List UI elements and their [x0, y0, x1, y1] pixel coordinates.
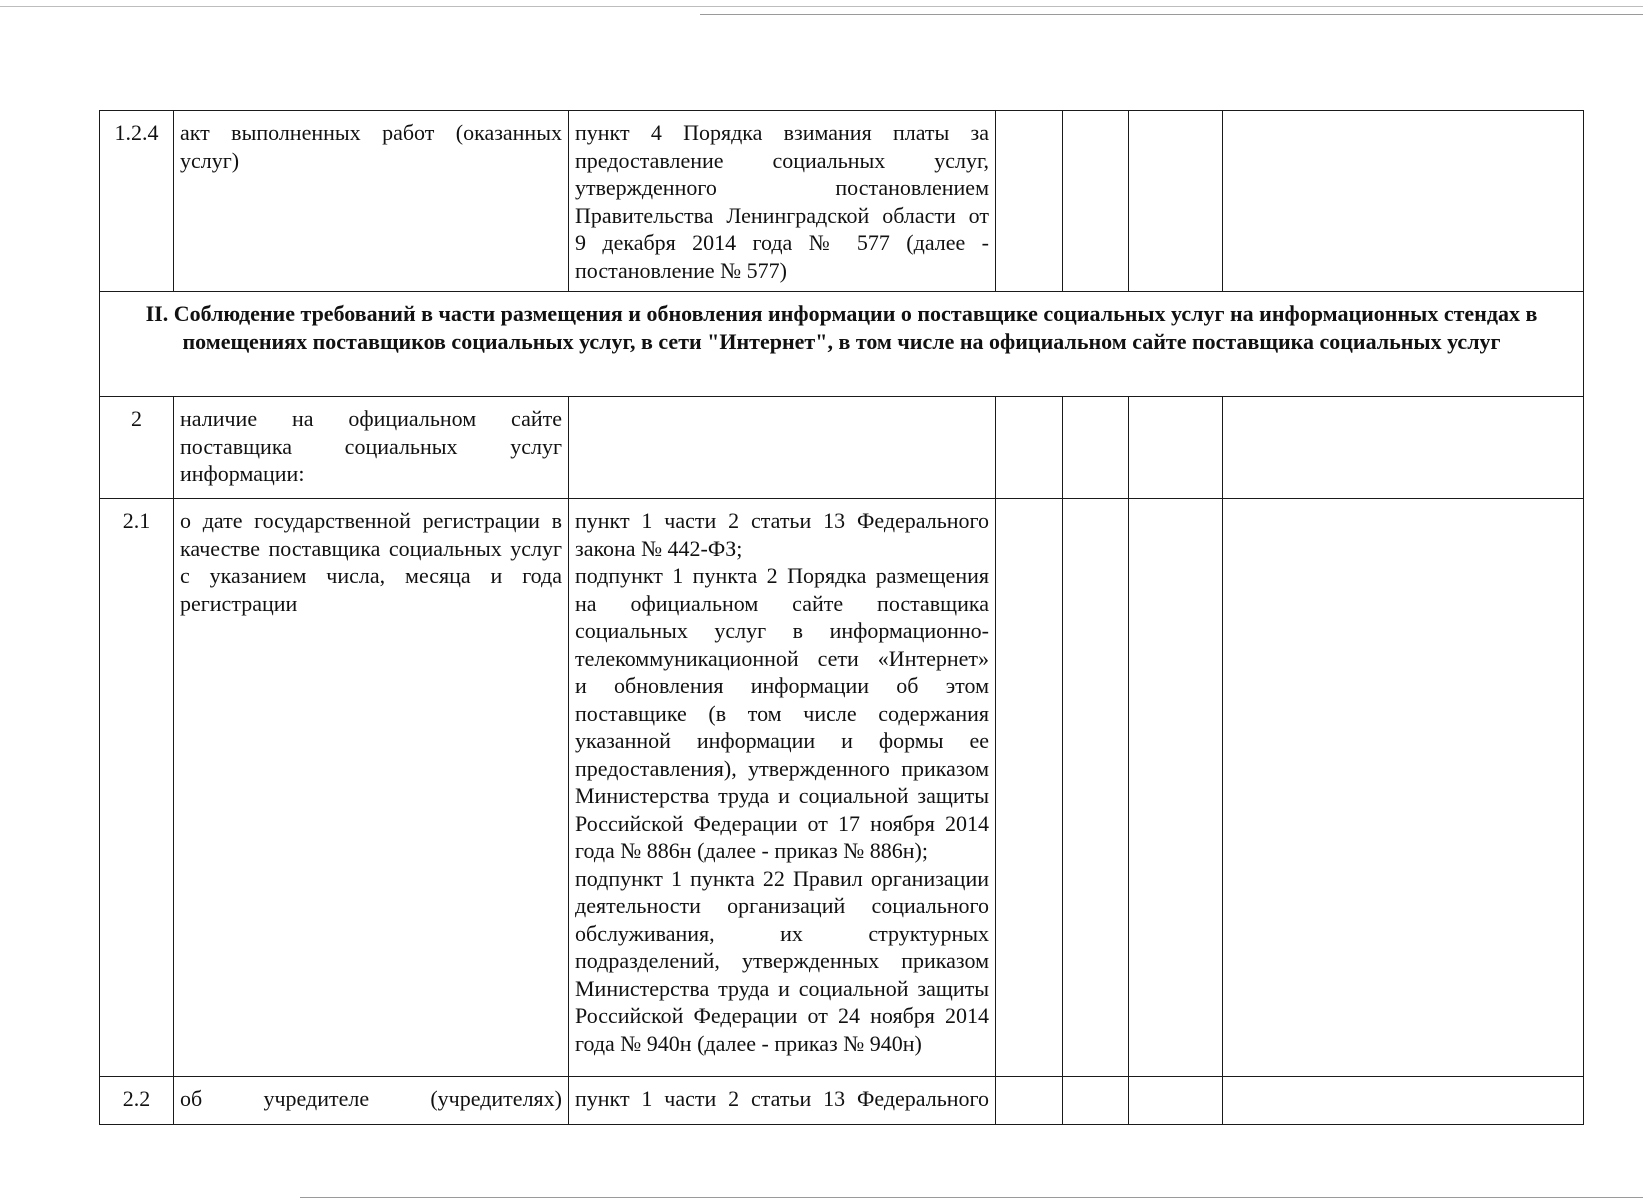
empty-cell	[1129, 499, 1223, 1077]
reference-line: предоставления), утвержденного приказом	[575, 755, 989, 781]
requirement-line: услуг)	[180, 147, 240, 173]
empty-cell	[1063, 111, 1129, 292]
row-number: 1.2.4	[100, 111, 174, 292]
reference-line: поставщике (в том числе содержания	[575, 700, 989, 726]
reference-line: обслуживания, их структурных	[575, 920, 989, 946]
empty-cell	[1223, 499, 1584, 1077]
requirement-line: о дате государственной регистрации в	[180, 508, 562, 533]
empty-cell	[996, 499, 1063, 1077]
reference-line: предоставление социальных услуг,	[575, 147, 989, 173]
reference-line: подпункт 1 пункта 22 Правил организации	[575, 865, 989, 891]
reference-line: на официальном сайте поставщика	[575, 590, 989, 616]
reference-line: пункт 4 Порядка взимания платы за	[575, 120, 989, 145]
reference-line: Министерства труда и социальной защиты	[575, 975, 989, 1001]
empty-cell	[1223, 397, 1584, 499]
empty-cell	[1063, 499, 1129, 1077]
scan-edge-bottom	[300, 1197, 1643, 1198]
requirement-cell	[174, 397, 569, 499]
requirement-line: с указанием числа, месяца и года	[180, 563, 562, 588]
section-header-row	[100, 292, 1584, 397]
reference-cell	[569, 499, 996, 1077]
requirement-cell	[174, 111, 569, 292]
requirement-line: наличие на официальном сайте	[180, 406, 562, 431]
requirement-line: акт выполненных работ (оказанных	[180, 120, 562, 145]
scan-edge-top-2	[700, 14, 1643, 15]
reference-cell	[569, 397, 996, 499]
table-row-2-2	[100, 1077, 1584, 1125]
empty-cell	[1223, 1077, 1584, 1125]
reference-line: 9 декабря 2014 года № 577 (далее -	[575, 230, 989, 255]
empty-cell	[1129, 397, 1223, 499]
empty-cell	[996, 1077, 1063, 1125]
table-row-2-1	[100, 499, 1584, 1077]
requirement-line: регистрации	[180, 590, 298, 616]
reference-line: пункт 1 части 2 статьи 13 Федерального	[575, 1086, 989, 1111]
requirement-cell	[174, 1077, 569, 1125]
reference-line: и обновления информации об этом	[575, 673, 989, 698]
reference-line: постановление № 577)	[575, 257, 787, 283]
empty-cell	[1129, 1077, 1223, 1125]
reference-line: указанной информации и формы ее	[575, 728, 989, 753]
empty-cell	[1129, 111, 1223, 292]
requirement-line: поставщика социальных услуг	[180, 433, 562, 459]
checklist-table	[99, 110, 1584, 1125]
reference-line: пункт 1 части 2 статьи 13 Федерального	[575, 508, 989, 533]
reference-line: деятельности организаций социального	[575, 893, 989, 918]
reference-line: Российской Федерации от 24 ноября 2014	[575, 1003, 989, 1028]
requirement-line: об учредителе (учредителях)	[180, 1086, 562, 1111]
reference-line: социальных услуг в информационно-	[575, 618, 989, 643]
reference-line: утвержденного постановлением	[575, 175, 989, 200]
reference-line: Российской Федерации от 17 ноября 2014	[575, 810, 989, 836]
requirement-line: качестве поставщика социальных услуг	[180, 535, 562, 561]
reference-line: подпункт 1 пункта 2 Порядка размещения	[575, 563, 989, 588]
requirement-line: информации:	[180, 461, 305, 486]
reference-line: закона № 442-ФЗ;	[575, 535, 743, 561]
section-title: II. Соблюдение требований в части размещения и обновления информации о поставщике социальных услуг на информационных стендах в помещениях поставщиков социальных услуг, в сети "Интернет", в том числе на официальном сайте поставщика социальных услуг	[100, 292, 1584, 397]
table-row-2	[100, 397, 1584, 499]
reference-line: Правительства Ленинградской области от	[575, 202, 989, 228]
empty-cell	[1063, 1077, 1129, 1125]
reference-line: года № 886н (далее - приказ № 886н);	[575, 838, 928, 863]
reference-cell	[569, 111, 996, 292]
reference-cell	[569, 1077, 996, 1125]
reference-line: телекоммуникационной сети «Интернет»	[575, 645, 989, 671]
reference-line: года № 940н (далее - приказ № 940н)	[575, 1030, 922, 1056]
scan-edge-top	[0, 6, 1643, 7]
requirement-cell	[174, 499, 569, 1077]
reference-line: подразделений, утвержденных приказом	[575, 948, 989, 973]
empty-cell	[1063, 397, 1129, 499]
table-row-1-2-4	[100, 111, 1584, 292]
row-number: 2	[100, 397, 174, 499]
empty-cell	[996, 111, 1063, 292]
empty-cell	[996, 397, 1063, 499]
row-number: 2.2	[100, 1077, 174, 1125]
row-number: 2.1	[100, 499, 174, 1077]
empty-cell	[1223, 111, 1584, 292]
reference-line: Министерства труда и социальной защиты	[575, 783, 989, 808]
